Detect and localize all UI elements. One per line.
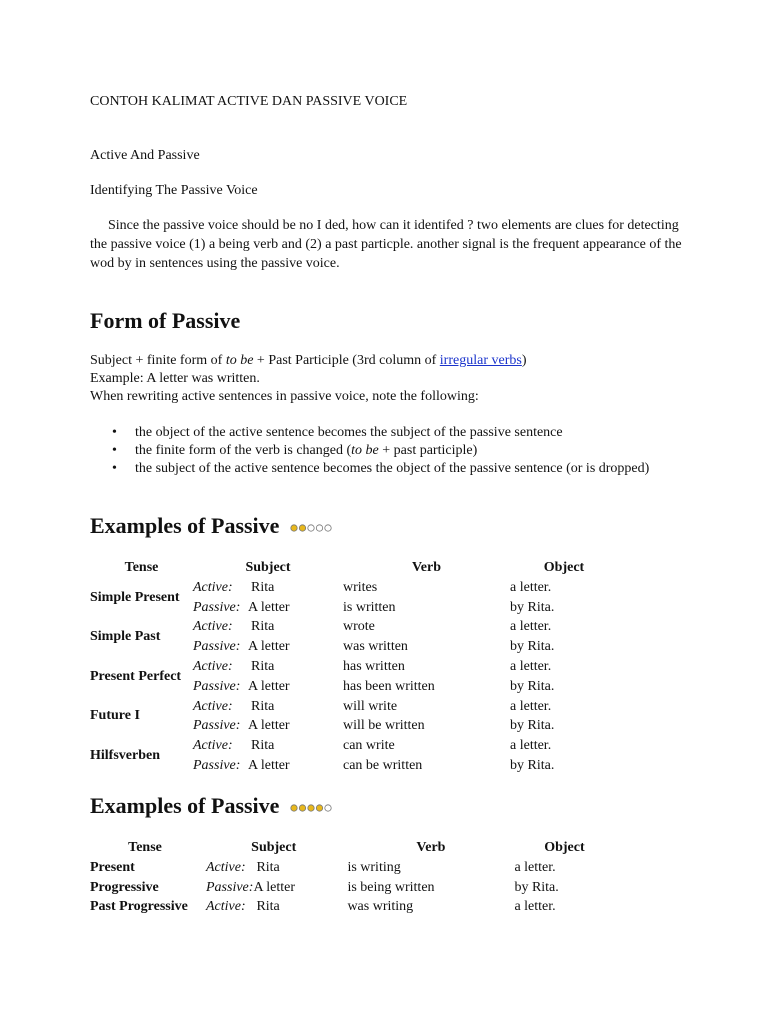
subject-cell: Rita [251,658,275,674]
list-item [90,460,650,478]
voice-label: Active: [206,859,246,875]
examples-heading-1 [90,512,337,540]
tense-cell: Progressive [90,879,159,895]
examples-heading-2 [90,792,337,820]
formula-text: Subject + finite form of [90,353,226,368]
object-cell: a letter. [510,658,552,674]
table-header-row [90,838,614,858]
header-object: Object [543,560,585,575]
subtitle-active-and-passive: Active And Passive [90,148,200,163]
subject-cell: A letter [248,639,290,655]
voice-label: Passive: [193,678,241,694]
verb-cell: was written [343,639,408,655]
list-item-text: the object of the active sentence becomes the subject of the passive sentence [135,425,563,440]
voice-label: Passive: [193,599,241,615]
list-item-text: the subject of the active sentence becomes the object of the passive sentence (or is dropped) [135,461,650,476]
subject-cell: A letter [248,718,290,734]
difficulty-dot-icon [308,525,314,531]
voice-label: Active: [193,658,233,674]
difficulty-dot-icon [291,525,297,531]
difficulty-dot-icon [299,525,305,531]
difficulty-rating-icon [289,803,337,813]
object-cell: a letter. [514,859,556,875]
examples-table-1 [90,558,618,776]
tense-cell: Past Progressive [90,899,188,915]
object-cell: by Rita. [514,879,559,895]
table-row [90,736,618,756]
table-row [90,897,614,917]
subject-cell: A letter [248,757,290,773]
formula-text-2: + Past Participle (3rd column of [253,353,440,368]
verb-cell: is written [343,599,396,615]
object-cell: by Rita. [510,718,555,734]
formula-close: ) [521,353,527,368]
object-cell: by Rita. [510,639,555,655]
table-row [90,657,618,677]
table-row [90,697,618,717]
verb-cell: is being written [347,879,435,895]
subject-cell: A letter [248,599,290,615]
voice-label: Passive: [193,718,241,734]
voice-label: Active: [193,738,233,754]
object-cell: by Rita. [510,599,555,615]
header-verb: Verb [416,840,446,855]
subject-cell: Rita [251,579,275,595]
table-row [90,578,618,598]
list-item-text-2: + past participle) [378,443,478,458]
verb-cell: was writing [347,899,414,915]
subject-cell: Rita [256,859,280,875]
object-cell: a letter. [514,899,556,915]
examples-heading-1-text: Examples of Passive [90,513,280,538]
list-item-italic: to be [351,443,379,458]
voice-label: Active: [193,698,233,714]
verb-cell: has written [343,658,405,674]
object-cell: a letter. [510,579,552,595]
subtitle-identifying: Identifying The Passive Voice [90,183,258,198]
voice-label: Active: [193,619,233,635]
formula-line [90,352,527,370]
verb-cell: can write [343,738,395,754]
tense-cell: Present [90,859,135,875]
difficulty-dot-icon [308,805,314,811]
subject-cell: Rita [251,738,275,754]
header-object: Object [544,840,585,855]
intro-paragraph: Since the passive voice should be no I ded, how can it identifed ? two elements are clues for detecting the passive voice (1) a being verb and (2) a past particple. another signal is the frequent appearance of the wod by in sentences using the passive voice. [90,218,682,271]
list-item [90,442,650,460]
tense-cell: Simple Past [90,629,161,645]
object-cell: by Rita. [510,757,555,773]
verb-cell: has been written [343,678,435,694]
table-row [90,617,618,637]
tense-cell: Present Perfect [90,668,182,684]
header-tense: Tense [128,840,162,855]
tense-cell: Future I [90,708,140,724]
table-row [90,858,614,878]
list-item [90,424,650,442]
subject-cell: Rita [251,619,275,635]
verb-cell: will be written [343,718,425,734]
difficulty-dot-icon [316,805,322,811]
difficulty-dot-icon [325,525,331,531]
examples-heading-2-text: Examples of Passive [90,793,280,818]
voice-label: Passive: [193,639,241,655]
subject-cell: A letter [248,678,290,694]
tense-cell: Simple Present [90,589,180,605]
irregular-verbs-link[interactable]: irregular verbs [439,353,522,368]
document-title: CONTOH KALIMAT ACTIVE DAN PASSIVE VOICE [90,94,408,109]
tense-cell: Hilfsverben [90,748,160,764]
difficulty-dot-icon [325,805,331,811]
header-verb: Verb [411,560,442,575]
subject-cell: A letter [253,879,296,895]
subject-cell: Rita [256,899,280,915]
formula-italic: to be [225,353,254,368]
verb-cell: wrote [343,619,375,635]
example-line: Example: A letter was written. [90,371,260,386]
object-cell: by Rita. [510,678,555,694]
table-row [90,878,614,898]
difficulty-dot-icon [299,805,305,811]
header-subject: Subject [245,560,291,575]
list-item-text: the finite form of the verb is changed ( [135,443,352,458]
form-of-passive-heading: Form of Passive [90,308,241,333]
verb-cell: can be written [343,757,423,773]
subject-cell: Rita [251,698,275,714]
verb-cell: is writing [347,859,401,875]
table-header-row [90,558,618,578]
verb-cell: will write [343,698,398,714]
voice-label: Active: [193,579,233,595]
header-tense: Tense [124,560,159,575]
header-subject: Subject [251,840,297,855]
examples-table-2 [90,838,614,917]
object-cell: a letter. [510,619,552,635]
note-line: When rewriting active sentences in passive voice, note the following: [90,389,479,404]
voice-label: Passive: [193,757,241,773]
rules-list [90,424,650,478]
difficulty-dot-icon [316,525,322,531]
object-cell: a letter. [510,738,552,754]
object-cell: a letter. [510,698,552,714]
voice-label: Passive: [206,879,254,895]
difficulty-dot-icon [291,805,297,811]
verb-cell: writes [343,579,378,595]
voice-label: Active: [206,899,246,915]
difficulty-rating-icon [289,523,337,533]
